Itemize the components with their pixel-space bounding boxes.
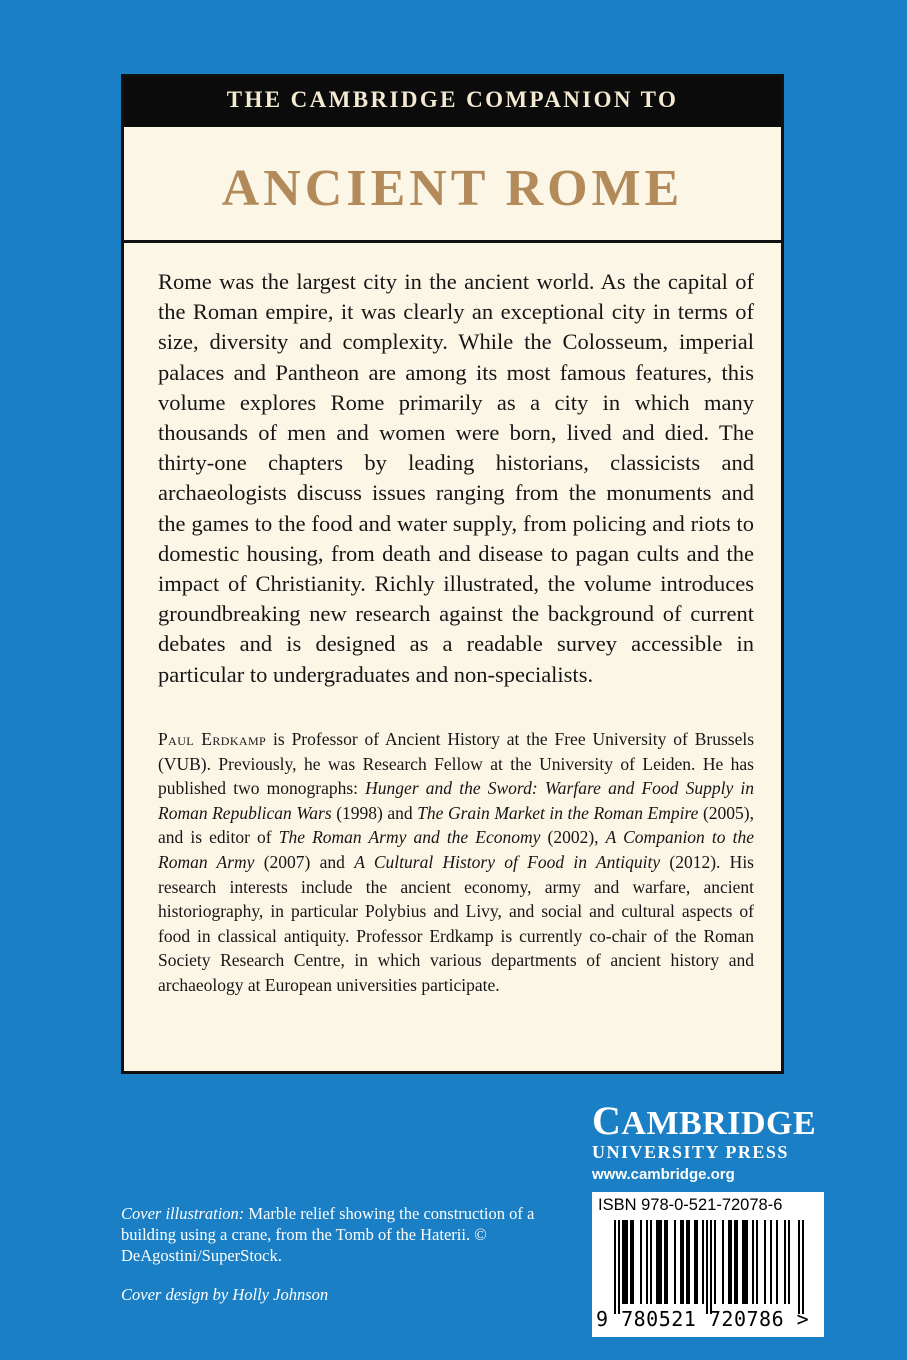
barcode-bar bbox=[686, 1220, 688, 1304]
barcode-bar bbox=[688, 1220, 690, 1304]
barcode-bar bbox=[618, 1220, 620, 1314]
barcode-bar bbox=[694, 1220, 696, 1304]
publisher-url[interactable]: www.cambridge.org bbox=[592, 1166, 735, 1183]
publisher-name-initial: C bbox=[592, 1098, 622, 1143]
bio-text-5: (2007) and bbox=[254, 851, 355, 872]
barcode-bar bbox=[730, 1220, 732, 1304]
barcode-bar bbox=[706, 1220, 708, 1314]
barcode-bar bbox=[656, 1220, 658, 1304]
barcode-bar bbox=[650, 1220, 652, 1304]
barcode-bar bbox=[624, 1220, 626, 1304]
barcode-bar bbox=[722, 1220, 724, 1304]
barcode-bar bbox=[632, 1220, 634, 1304]
bio-book-5: A Cultural History of Food in Antiquity bbox=[354, 851, 661, 872]
publisher-press: UNIVERSITY PRESS bbox=[592, 1142, 789, 1162]
publisher-name-rest: AMBRIDGE bbox=[621, 1105, 817, 1142]
barcode-bar bbox=[674, 1220, 676, 1304]
barcode-bar bbox=[764, 1220, 766, 1304]
barcode-bar bbox=[752, 1220, 754, 1304]
barcode-bar bbox=[802, 1220, 804, 1314]
barcode-bar bbox=[734, 1220, 736, 1304]
title-divider bbox=[124, 240, 781, 243]
barcode-bar bbox=[744, 1220, 746, 1304]
barcode-bar bbox=[788, 1220, 790, 1304]
barcode-bar bbox=[728, 1220, 730, 1304]
barcode-bar bbox=[746, 1220, 748, 1304]
book-description: Rome was the largest city in the ancient world. As the capital of the Roman empire, it was clearly an exceptional city in terms of size, diversity and complexity. While the Colosseum, imperial palaces and Pantheon are among its most famous features, this volume explores Rome primarily as a city in which many thousands of men and women were born, lived and died. The thirty-one chapters by leading historians, classicists and archaeologists discuss issues ranging from the monuments and the games to the food and water supply, from policing and riots to domestic housing, from death and disease to pagan cults and the impact of Christianity. Richly illustrated, the volume introduces groundbreaking new research against the background of current debates and is designed as a readable survey accessible in particular to undergraduates and non-specialists. bbox=[158, 269, 754, 687]
cover-credits bbox=[121, 1203, 541, 1305]
ean-digits: 9 780521 720786 > bbox=[596, 1307, 810, 1331]
barcode-bar bbox=[776, 1220, 778, 1304]
barcode-label bbox=[592, 1192, 824, 1337]
bio-book-4: A Companion to the Roman Army bbox=[158, 827, 754, 872]
barcode-bar bbox=[646, 1220, 648, 1304]
back-cover-panel bbox=[121, 74, 784, 1074]
barcode-bar bbox=[710, 1220, 712, 1314]
cover-illustration-credit bbox=[121, 1203, 541, 1266]
barcode-bar bbox=[770, 1220, 772, 1304]
barcode-bar bbox=[714, 1220, 716, 1304]
barcode-bar bbox=[664, 1220, 666, 1304]
bio-book-1: Hunger and the Sword: Warfare and Food Supply in Roman Republican Wars bbox=[158, 778, 754, 823]
barcode-bar bbox=[680, 1220, 682, 1304]
barcode-bar bbox=[682, 1220, 684, 1304]
barcode-bar bbox=[798, 1220, 800, 1314]
barcode-bar bbox=[742, 1220, 744, 1304]
author-bio bbox=[158, 727, 754, 998]
bio-text-2: (1998) and bbox=[331, 802, 418, 823]
bio-text-3: (2005), and is editor of bbox=[158, 802, 754, 848]
barcode-bar bbox=[630, 1220, 632, 1304]
bio-text-6: (2012). His research interests include the ancient economy, army and warfare, ancient historiography, in particular Polybius and Livy, and social and cultural aspects of food in classical antiquity. Professor Erdkamp is currently co-chair of the Roman Society Research Centre, in which various departments of ancient history and archaeology at European universities participate. bbox=[158, 851, 754, 995]
series-banner bbox=[124, 77, 781, 127]
barcode-bar bbox=[622, 1220, 624, 1304]
publisher-logo bbox=[592, 1098, 832, 1186]
bio-book-3: The Roman Army and the Economy bbox=[278, 827, 541, 848]
illustration-text: Marble relief showing the construction of a building using a crane, from the Tomb of the Haterii. © DeAgostini/SuperStock. bbox=[121, 1204, 535, 1265]
barcode-bar bbox=[614, 1220, 616, 1314]
bio-text-1: is Professor of Ancient History at the Free University of Brussels (VUB). Previously, he was Research Fellow at the University of Leiden. He has published two monographs: bbox=[158, 729, 755, 799]
bio-text-4: (2002), bbox=[540, 827, 606, 848]
illustration-label: Cover illustration: bbox=[121, 1204, 245, 1223]
book-title: ANCIENT ROME bbox=[221, 160, 684, 217]
barcode-bar bbox=[626, 1220, 628, 1304]
barcode-bar bbox=[658, 1220, 660, 1304]
barcode-bar bbox=[660, 1220, 662, 1304]
barcode-bar bbox=[702, 1220, 704, 1304]
barcode-bar bbox=[736, 1220, 738, 1304]
publisher-name bbox=[592, 1098, 832, 1143]
barcode-bar bbox=[756, 1220, 758, 1304]
series-title: THE CAMBRIDGE COMPANION TO bbox=[226, 87, 679, 112]
cover-design-credit: Cover design by Holly Johnson bbox=[121, 1285, 329, 1304]
isbn-text: ISBN 978-0-521-72078-6 bbox=[598, 1196, 783, 1214]
barcode-bar bbox=[696, 1220, 698, 1304]
barcode-bar bbox=[666, 1220, 668, 1304]
bio-book-2: The Grain Market in the Roman Empire bbox=[417, 802, 699, 823]
barcode-bar bbox=[640, 1220, 642, 1304]
author-name: Paul Erdkamp bbox=[158, 729, 267, 749]
barcode-bar bbox=[784, 1220, 786, 1304]
